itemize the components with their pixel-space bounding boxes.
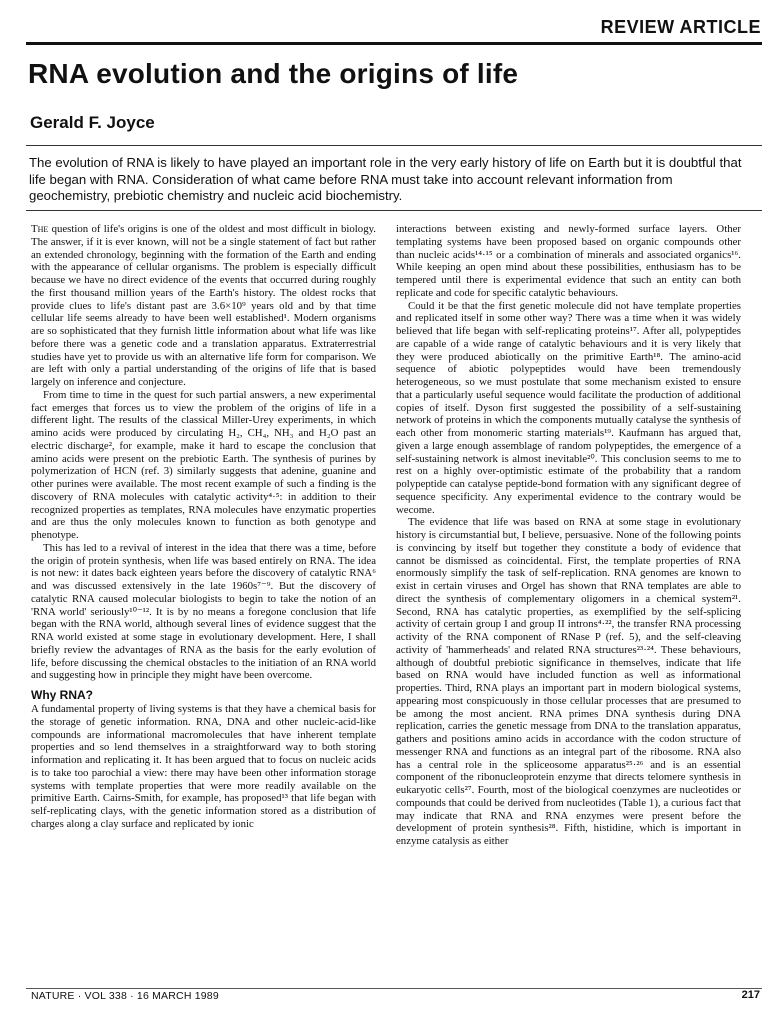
abstract-top-rule	[26, 145, 762, 146]
page-number: 217	[741, 989, 760, 1001]
abstract: The evolution of RNA is likely to have played an important role in the very early history of life on Earth but it is doubtful that life began with RNA. Consideration of what came before RNA must take into account relevant information from geochemistry, prebiotic chemistry and nucleic acid biochemistry.	[29, 155, 742, 203]
paragraph: interactions between existing and newly-formed surface layers. Other templating systems have been proposed based on organic compounds other than nucleic acids¹⁴·¹⁵ or a combination of minerals and associated organics¹⁶. While keeping an open mind about these possibilities, enthusiasm has to be tempered until there is experimental evidence that such an entity can both replicate and code for specific catalytic behaviours.	[396, 223, 741, 299]
article-title: RNA evolution and the origins of life	[28, 58, 519, 89]
footer-rule	[26, 988, 762, 989]
paragraph-text: question of life's origins is one of the oldest and most difficult in biology. The answer, if it is ever known, will not be a single statement of fact but rather an extended chronology, beginning with the formation of the Earth and ending with the appearance of cellular organisms. The problem is especially difficult because we have no direct evidence of the events that occurred during roughly the first thousand million years of the Earth's history. The oldest rocks that provide clues to life's distant past are 3.6×10⁹ years old and by that time cellular life seems already to have been well established¹. Modern organisms are so sophisticated that they furnish little information about what life was like before there was a genetic code and a translation apparatus. Extraterrestrial studies have yet to provide us with an alternative life form for comparison. We are left with only a partial understanding of the origins of life that is based largely on inference and conjecture.	[31, 223, 376, 388]
paragraph: From time to time in the quest for such partial answers, a new experimental fact emerges that forces us to view the problem of the origins of life in a different light. The results of the classical Miller-Urey experiments, in which amino acids were produced by circulating H₂, CH₄, NH₃ and H₂O past an electric discharge², for example, make it hard to escape the conclusion that amino acids were present on the prebiotic Earth. The synthesis of purines by polymerization of HCN (ref. 3) similarly suggests that adenine, guanine and other purines were available. The most recent example of such a finding is the discovery of RNA molecules with catalytic activity⁴·⁵: in addition to their recognized properties as templates, RNA molecules have enzymatic properties and are thus the only molecules known to function as both genotype and phenotype.	[31, 388, 376, 541]
right-column	[396, 223, 741, 988]
left-column	[31, 223, 376, 988]
author-name: Gerald F. Joyce	[30, 113, 155, 132]
paragraph: The evidence that life was based on RNA at some stage in evolutionary history is circumstantial but, I believe, persuasive. None of the following points is convincing by itself but together they constitute a body of evidence that cannot be dismissed as coincidental. First, the template properties of RNA enormously simplify the task of self-replication. RNA genomes are known to exist in certain viruses and Orgel has shown that RNA templates are able to direct the synthesis of complementary oligomers in a chemical system²¹. Second, RNA has catalytic properties, as exemplified by the self-splicing activity of certain group I and group II introns⁴·²², the transfer RNA processing activity of the RNA component of RNase P (ref. 5), and the self-cleaving activity of 'hammerheads' and related RNA structures²³·²⁴. These behaviours, although of doubtful prebiotic significance in themselves, indicate that life based on RNA would have included function as well as informational properties. Third, RNA plays an important part in modern biological systems, appearing most conspicuously in those cellular processes that are presumed to be among the most ancient. RNA primes DNA synthesis during DNA replication, carries the genetic message from DNA to the translation apparatus, gathers and positions amino acids in accordance with the codon structure of messenger RNA and functions as an integral part of the ribosome. RNA also has a central role in the spliceosome apparatus²⁵·²⁶ and is an essential component of the ribonucleoprotein enzyme that directs telomere synthesis in eukaryotic cells²⁷. Fourth, most of the biological coenzymes are nucleotides or compounds that could be derived from nucleotides (Table 1), a curious fact that may indicate that RNA and RNA enzymes were present before the development of protein synthesis²⁸. Fifth, histidine, which is important in enzyme catalysis as either	[396, 516, 741, 847]
paragraph	[31, 223, 376, 389]
dropcap-word: The	[31, 223, 49, 235]
header-rule	[26, 42, 762, 45]
paragraph: Could it be that the first genetic molecule did not have template properties and replicated itself in some other way? There was a time when it was widely believed that life began with self-replicating proteins¹⁷. After all, polypeptides are capable of a wide range of catalytic behaviours and it is very likely that they were produced abiotically on the primitive Earth¹⁸. The amino-acid sequence of abiotic polypeptides would have been tremendously heterogeneous, so we must postulate that some mechanism existed to ensure that a particularly useful sequence would facilitate the production of additional copies of itself. Dyson first suggested the possibility of a self-sustaining network of proteins in which the components mutually catalyse the synthesis of each other from monomeric starting materials¹⁹. Kaufmann has argued that, given a large enough assemblage of random polypeptides, the emergence of a self-sustaining network is almost inevitable²⁰. This conclusion seems to me to rest on a highly over-optimistic estimate of the probability that a random polypeptide can catalyse peptide-bond formation with any significant degree of sequence specificity. Any experimental evidence to the contrary would be wecome.	[396, 299, 741, 516]
abstract-bottom-rule	[26, 210, 762, 211]
article-type-label: REVIEW ARTICLE	[600, 17, 761, 37]
section-heading: Why RNA?	[31, 688, 93, 702]
journal-citation: NATURE · VOL 338 · 16 MARCH 1989	[31, 990, 219, 1002]
paragraph: This has led to a revival of interest in the idea that there was a time, before the origin of protein synthesis, when life was based entirely on RNA. The idea is not new: it dates back eighteen years before the discovery of catalytic RNA⁶ and was discussed extensively in the late 1960s⁷⁻⁹. But the discovery of catalytic RNA caused molecular biologists to begin to take the notion of an 'RNA world' seriously¹⁰⁻¹². It is by no means a foregone conclusion that life began with the RNA world, although several lines of evidence suggest that the RNA world existed at some stage in evolutionary development. Here, I shall briefly review the advantages of RNA as the basis for the early evolution of life, before discussing the chemical obstacles to the initiation of an RNA world and suggesting how in principle they might have been overcome.	[31, 541, 376, 682]
paragraph: A fundamental property of living systems is that they have a chemical basis for the storage of genetic information. RNA, DNA and other nucleic-acid-like compounds are informational macromolecules that have inherent template properties and so lend themselves in a straightforward way to both storing information and replicating it. It has been argued that to focus on nucleic acids is to take too parochial a view: there may have been other information storage systems with template properties that were more readily available on the primitive Earth. Cairns-Smith, for example, has proposed¹³ that life began with self-replicating clays, with the genetic information stored as a distribution of charges along a clay surface and replicated by ionic	[31, 703, 376, 830]
